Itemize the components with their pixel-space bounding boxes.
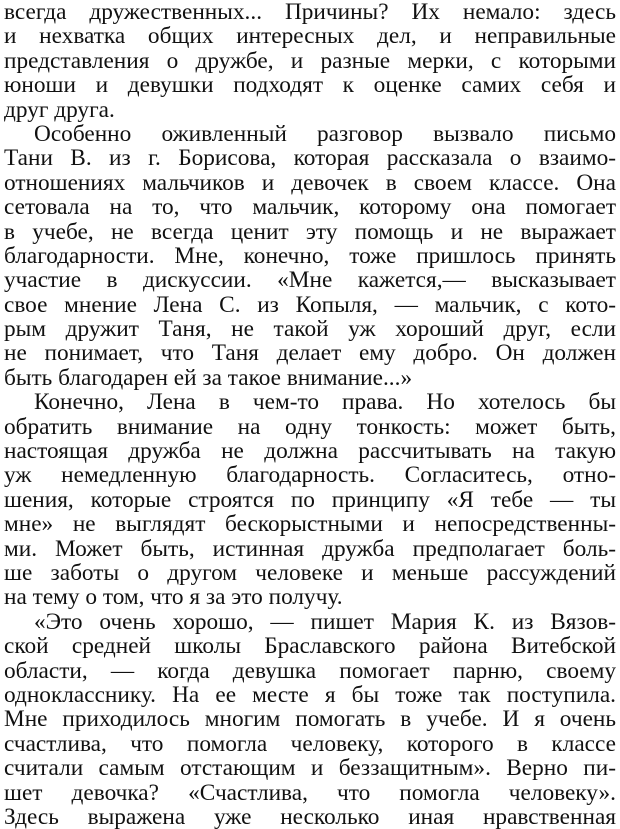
text-line: Конечно, Лена в чем-то права. Но хотелось бы [34,390,616,415]
text-line: быть благодарен ей за такое внимание...» [4,365,413,391]
text-line: юноши и девушки подходят к оценке самих себя и [4,73,616,98]
text-line: и нехватка общих интересных дел, и неправильные [4,24,616,49]
text-line: отношениях мальчиков и девочек в своем классе. Она [4,170,616,196]
text-line: сетовала на то, что мальчик, которому она помогает [4,195,616,220]
text-line: настоящая дружба не должна рассчитывать на такую [4,439,616,464]
text-line: области, — когда девушка помогает парню, своему [4,658,616,683]
text-line: в учебе, не всегда ценит эту помощь и не выражает [4,219,616,244]
text-line: рым дружит Таня, не такой уж хороший друг, если [4,317,616,342]
text-line: считали самым отстающим и беззащитным». Верно пи- [4,756,616,781]
text-line: свое мнение Лена С. из Копыля, — мальчик, с кото- [4,292,616,318]
text-line: однокласснику. На ее месте я бы тоже так поступила. [4,682,616,708]
text-line: ской средней школы Браславского района Витебской [4,634,616,659]
text-line: ше заботы о другом человеке и меньше рассуждений [4,560,616,586]
text-line: Здесь выражена уже несколько иная нравственная [4,804,616,829]
paragraph-1 [4,0,616,122]
text-line: ми. Может быть, истинная дружба предполагает боль- [4,536,616,561]
text-line: не понимает, что Таня делает ему добро. Он должен [4,341,616,366]
paragraph-2 [4,122,616,390]
text-line: шет девочка? «Счастлива, что помогла человеку». [4,780,616,805]
text-line: всегда дружественных... Причины? Их немало: здесь [4,0,616,25]
document-page [4,0,616,829]
paragraph-3 [4,390,616,610]
text-line: представления о дружбе, и разные мерки, с которыми [4,48,616,74]
text-line: участие в дискуссии. «Мне кажется,— высказывает [4,268,616,293]
text-line: на тему о том, что я за это получу. [4,585,343,610]
text-line: благодарности. Мне, конечно, тоже пришлось принять [4,243,616,269]
text-line: счастлива, что помогла человеку, которого в классе [4,731,616,757]
text-line: Мне приходилось многим помогать в учебе. И я очень [4,707,616,732]
text-line: Особенно оживленный разговор вызвало письмо [34,121,616,147]
text-line: шения, которые строятся по принципу «Я тебе — ты [4,487,616,513]
text-line: друг друга. [4,97,115,122]
text-line: обратить внимание на одну тонкость: может быть, [4,414,616,440]
text-line: Тани В. из г. Борисова, которая рассказала о взаимо- [4,146,616,171]
text-line: «Это очень хорошо, — пишет Мария К. из Вязов- [34,609,616,635]
paragraph-4 [4,610,616,829]
text-line: мне» не выглядят бескорыстными и непосредственны- [4,512,616,537]
text-line: уж немедленную благодарность. Согласитесь, отно- [4,463,616,488]
